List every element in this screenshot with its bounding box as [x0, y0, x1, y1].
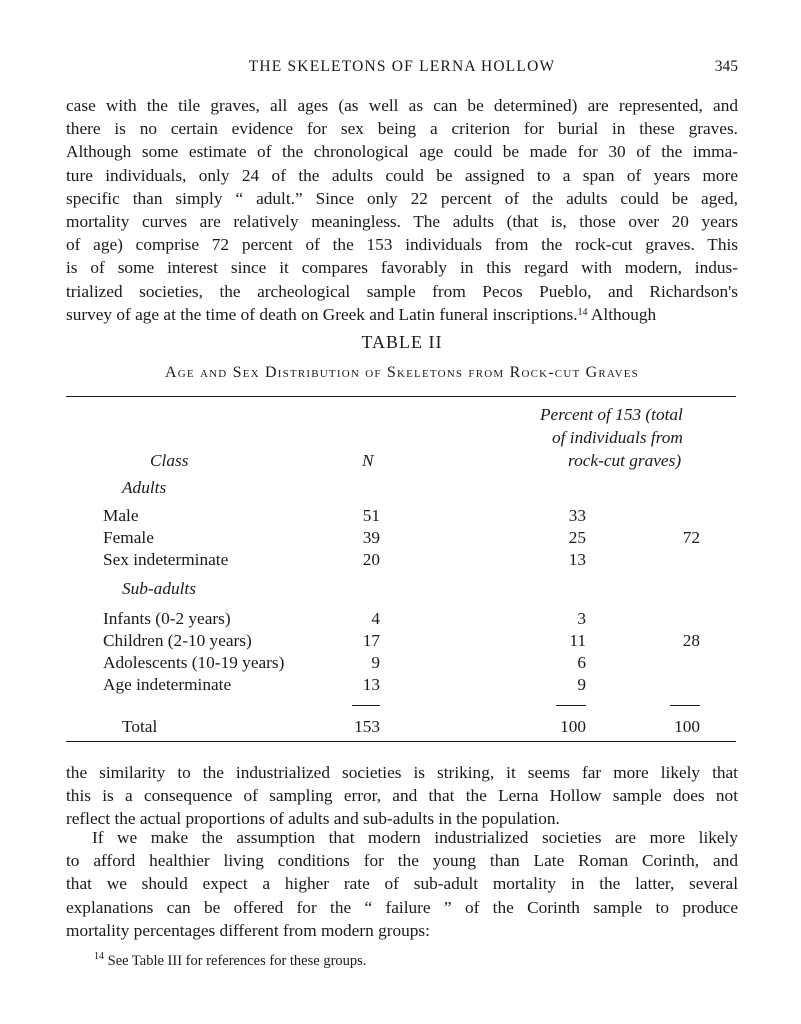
text-line: case with the tile graves, all ages (as well as can be determined) are represented, and	[66, 96, 738, 115]
text-line: trialized societies, the archeological sample from Pecos Pueblo, and Richardson's	[66, 281, 738, 301]
column-header-class: Class	[150, 451, 189, 470]
group-heading-subadults: Sub-adults	[122, 579, 196, 598]
row-pct: 9	[577, 675, 586, 694]
paragraph-1	[66, 94, 738, 326]
group-heading-adults: Adults	[122, 478, 167, 497]
column-header-percent-line: of individuals from	[552, 428, 683, 447]
row-n: 4	[371, 609, 380, 628]
row-label: Female	[103, 528, 154, 547]
text-line: this is a consequence of sampling error, and that the Lerna Hollow sample does not	[66, 786, 738, 806]
row-label: Children (2-10 years)	[103, 631, 252, 650]
total-label: Total	[122, 717, 158, 736]
group-pct-subadults: 28	[682, 631, 700, 650]
footnote	[94, 953, 366, 970]
row-n: 17	[362, 631, 380, 650]
text-line: there is no certain evidence for sex being a criterion for burial in these graves.	[66, 119, 738, 139]
footnote-mark: 14	[94, 951, 104, 962]
table-caption: Age and Sex Distribution of Skeletons from Rock-cut Graves	[164, 364, 639, 381]
row-label: Adolescents (10-19 years)	[103, 653, 285, 672]
row-label: Sex indeterminate	[103, 550, 229, 569]
total-n: 153	[354, 717, 380, 736]
text-line: that we should expect a higher rate of sub-adult mortality in the latter, several	[66, 874, 738, 894]
row-label: Male	[103, 506, 139, 525]
text-line: is of some interest since it compares favorably in this regard with modern, indus-	[66, 258, 738, 278]
text-line: Although some estimate of the chronological age could be made for 30 of the imma-	[66, 142, 738, 162]
text-line: the similarity to the industrialized societies is striking, it seems far more likely that	[66, 763, 738, 782]
paragraph-2	[66, 761, 738, 831]
row-n: 20	[362, 550, 380, 569]
row-label: Age indeterminate	[103, 675, 232, 694]
running-title: THE SKELETONS OF LERNA HOLLOW	[248, 58, 556, 75]
footnote-text: See Table III for references for these groups.	[104, 953, 367, 969]
text-line: ture individuals, only 24 of the adults could be assigned to a span of years more	[66, 165, 738, 185]
row-pct: 6	[577, 653, 586, 672]
sum-rule	[556, 705, 586, 706]
table-title: TABLE II	[361, 332, 443, 352]
row-pct: 25	[568, 528, 586, 547]
page-header	[66, 58, 738, 80]
column-header-percent-line: rock-cut graves)	[568, 451, 682, 470]
column-header-n: N	[362, 451, 374, 470]
total-pct: 100	[560, 717, 586, 736]
row-n: 39	[362, 528, 380, 547]
text-line: specific than simply “ adult.” Since only 22 percent of the adults could be aged,	[66, 188, 738, 208]
row-pct: 13	[568, 550, 586, 569]
footnote-ref: 14	[577, 306, 588, 318]
sum-rule	[352, 705, 380, 706]
row-pct: 33	[568, 506, 586, 525]
row-n: 51	[362, 506, 380, 525]
row-label: Infants (0-2 years)	[103, 609, 231, 628]
text-line: to afford healthier living conditions for the young than Late Roman Corinth, and	[66, 851, 738, 871]
table-top-rule	[66, 396, 736, 397]
paragraph-3	[66, 826, 738, 942]
row-pct: 11	[569, 631, 586, 650]
text-fragment: Although	[587, 304, 657, 324]
total-group-pct: 100	[674, 717, 700, 736]
group-pct-adults: 72	[682, 528, 700, 547]
row-n: 13	[362, 675, 380, 694]
text-line: mortality percentages different from modern groups:	[66, 920, 430, 940]
sum-rule	[670, 705, 700, 706]
text-line: explanations can be offered for the “ failure ” of the Corinth sample to produce	[66, 897, 738, 917]
row-pct: 3	[577, 609, 586, 628]
table-bottom-rule	[66, 741, 736, 742]
text-line: mortality curves are relatively meaningless. The adults (that is, those over 20 years	[66, 212, 738, 232]
text-fragment: survey of age at the time of death on Greek and Latin funeral inscriptions.	[66, 304, 578, 324]
text-line: of age) comprise 72 percent of the 153 individuals from the rock-cut graves. This	[66, 235, 738, 255]
row-n: 9	[371, 653, 380, 672]
text-line	[66, 303, 738, 326]
text-line: reflect the actual proportions of adults and sub-adults in the population.	[66, 809, 560, 829]
page-number: 345	[714, 58, 738, 75]
text-line: If we make the assumption that modern industrialized societies are more likely	[92, 828, 738, 847]
column-header-percent-line: Percent of 153 (total	[540, 405, 683, 424]
